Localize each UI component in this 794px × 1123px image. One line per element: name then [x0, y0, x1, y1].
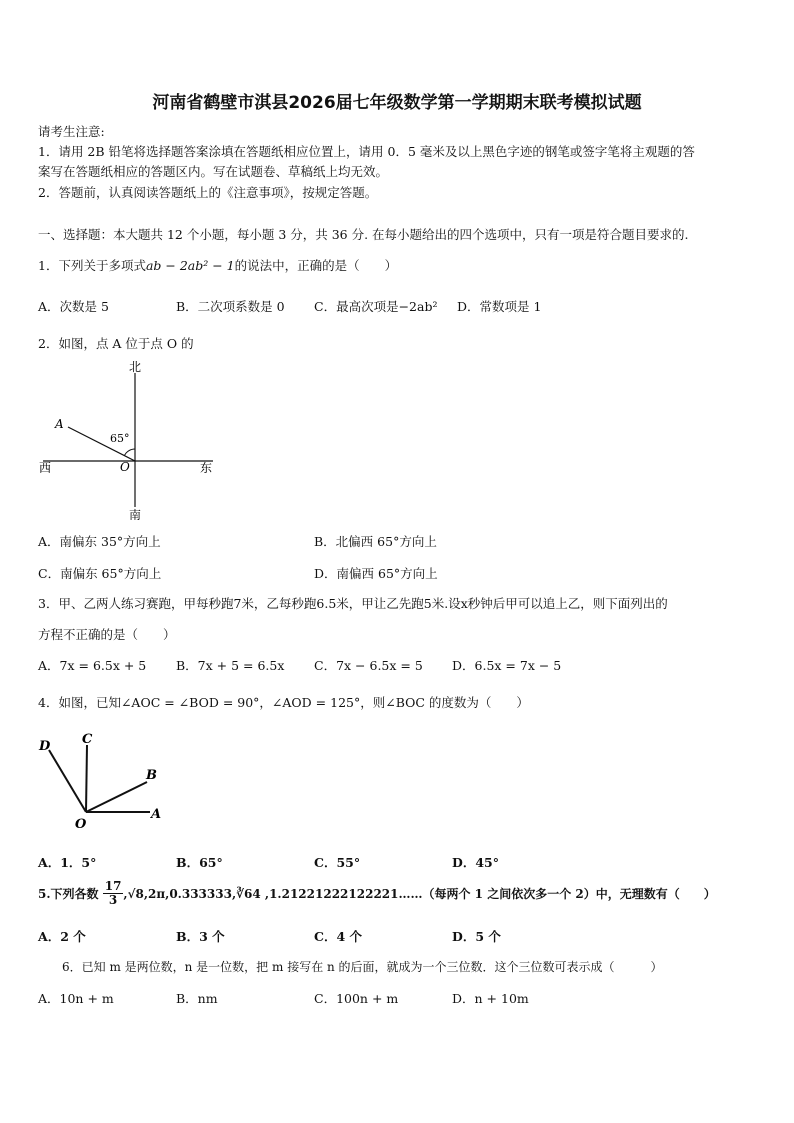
question-6-stem: 6．已知 m 是两位数，n 是一位数，把 m 接写在 n 的后面，就成为一个三位数．这个三位数可表示成（ ） — [62, 960, 663, 974]
q5-option-a: A．2 个 — [38, 929, 86, 944]
question-5-stem — [38, 880, 716, 907]
notice-heading: 请考生注意: — [38, 124, 105, 139]
q1-expression: ab − 2ab² − 1 — [145, 258, 235, 273]
label-a: A — [151, 807, 162, 822]
label-west: 西 — [39, 461, 52, 475]
page-title: 河南省鹤壁市淇县2026届七年级数学第一学期期末联考模拟试题 — [152, 93, 642, 113]
angle-figure — [35, 728, 170, 833]
q6-option-a: A．10n + m — [38, 991, 114, 1006]
q3-option-d: D．6.5x = 7x − 5 — [452, 658, 562, 673]
label-b: B — [146, 768, 157, 783]
q2-option-d: D．南偏西 65°方向上 — [314, 566, 438, 581]
label-south: 南 — [129, 508, 142, 522]
q5-option-b: B．3 个 — [176, 929, 225, 944]
notice-line-1a: 1．请用 2B 铅笔将选择题答案涂填在答题纸相应位置上，请用 0．5 毫米及以上黑色字迹的钢笔或签字笔将主观题的答 — [38, 144, 695, 159]
q4-option-a: A．1．5° — [38, 855, 97, 870]
q1-option-d: D．常数项是 1 — [457, 299, 542, 314]
notice-line-1b: 案写在答题纸相应的答题区内。写在试题卷、草稿纸上均无效。 — [38, 164, 389, 179]
q5-number-list: ,√8,2π,0.333333,∛64 ,1.21221222122221……（每两个 1 之间依次多一个 2）中，无理数有（ ） — [123, 887, 716, 901]
q2-option-c: C．南偏东 65°方向上 — [38, 566, 162, 581]
q4-option-b: B．65° — [176, 855, 223, 870]
q3-option-a: A．7x = 6.5x + 5 — [38, 658, 147, 673]
q1-option-b: B．二次项系数是 0 — [176, 299, 285, 314]
q2-option-b: B．北偏西 65°方向上 — [314, 534, 437, 549]
q6-option-c: C．100n + m — [314, 991, 399, 1006]
label-point-o: O — [120, 460, 130, 474]
q6-option-b: B．nm — [176, 991, 218, 1006]
notice-line-2: 2．答题前，认真阅读答题纸上的《注意事项》，按规定答题。 — [38, 185, 378, 200]
q5-stem-pre: 5.下列各数 — [38, 887, 99, 901]
question-1-stem — [38, 256, 397, 274]
label-north: 北 — [129, 360, 142, 374]
question-2-stem: 2．如图，点 A 位于点 O 的 — [38, 336, 194, 351]
question-4-stem: 4．如图，已知∠AOC = ∠BOD = 90°，∠AOD = 125°，则∠BOC 的度数为（ ） — [38, 695, 529, 710]
q1-stem-post: 的说法中，正确的是（ ） — [234, 258, 398, 273]
q1-option-c: C．最高次项是−2ab² — [314, 299, 438, 314]
q5-option-d: D．5 个 — [452, 929, 501, 944]
q6-option-d: D．n + 10m — [452, 991, 529, 1006]
label-d: D — [39, 739, 51, 754]
section-1-heading: 一、选择题：本大题共 12 个小题，每小题 3 分，共 36 分. 在每小题给出的四个选项中，只有一项是符合题目要求的. — [38, 227, 689, 242]
label-east: 东 — [200, 461, 213, 475]
label-point-a: A — [55, 417, 64, 431]
label-c: C — [82, 732, 93, 747]
q1-option-a: A．次数是 5 — [38, 299, 109, 314]
q5-fraction-numerator: 17 — [104, 879, 122, 893]
q5-option-c: C．4 个 — [314, 929, 362, 944]
q3-option-b: B．7x + 5 = 6.5x — [176, 658, 285, 673]
question-3-stem-line-2: 方程不正确的是（ ） — [38, 627, 176, 642]
q1-stem-pre: 1．下列关于多项式 — [38, 258, 146, 273]
label-angle: 65° — [110, 432, 130, 445]
q4-option-c: C．55° — [314, 855, 361, 870]
q2-option-a: A．南偏东 35°方向上 — [38, 534, 161, 549]
question-3-stem-line-1: 3．甲、乙两人练习赛跑，甲每秒跑7米，乙每秒跑6.5米，甲让乙先跑5米.设x秒钟后甲可以追上乙，则下面列出的 — [38, 596, 668, 611]
q4-option-d: D．45° — [452, 855, 499, 870]
q3-option-c: C．7x − 6.5x = 5 — [314, 658, 423, 673]
compass-figure — [35, 355, 235, 525]
q5-fraction-denominator: 3 — [108, 893, 118, 907]
q5-fraction — [103, 880, 124, 907]
label-o: O — [75, 817, 87, 832]
